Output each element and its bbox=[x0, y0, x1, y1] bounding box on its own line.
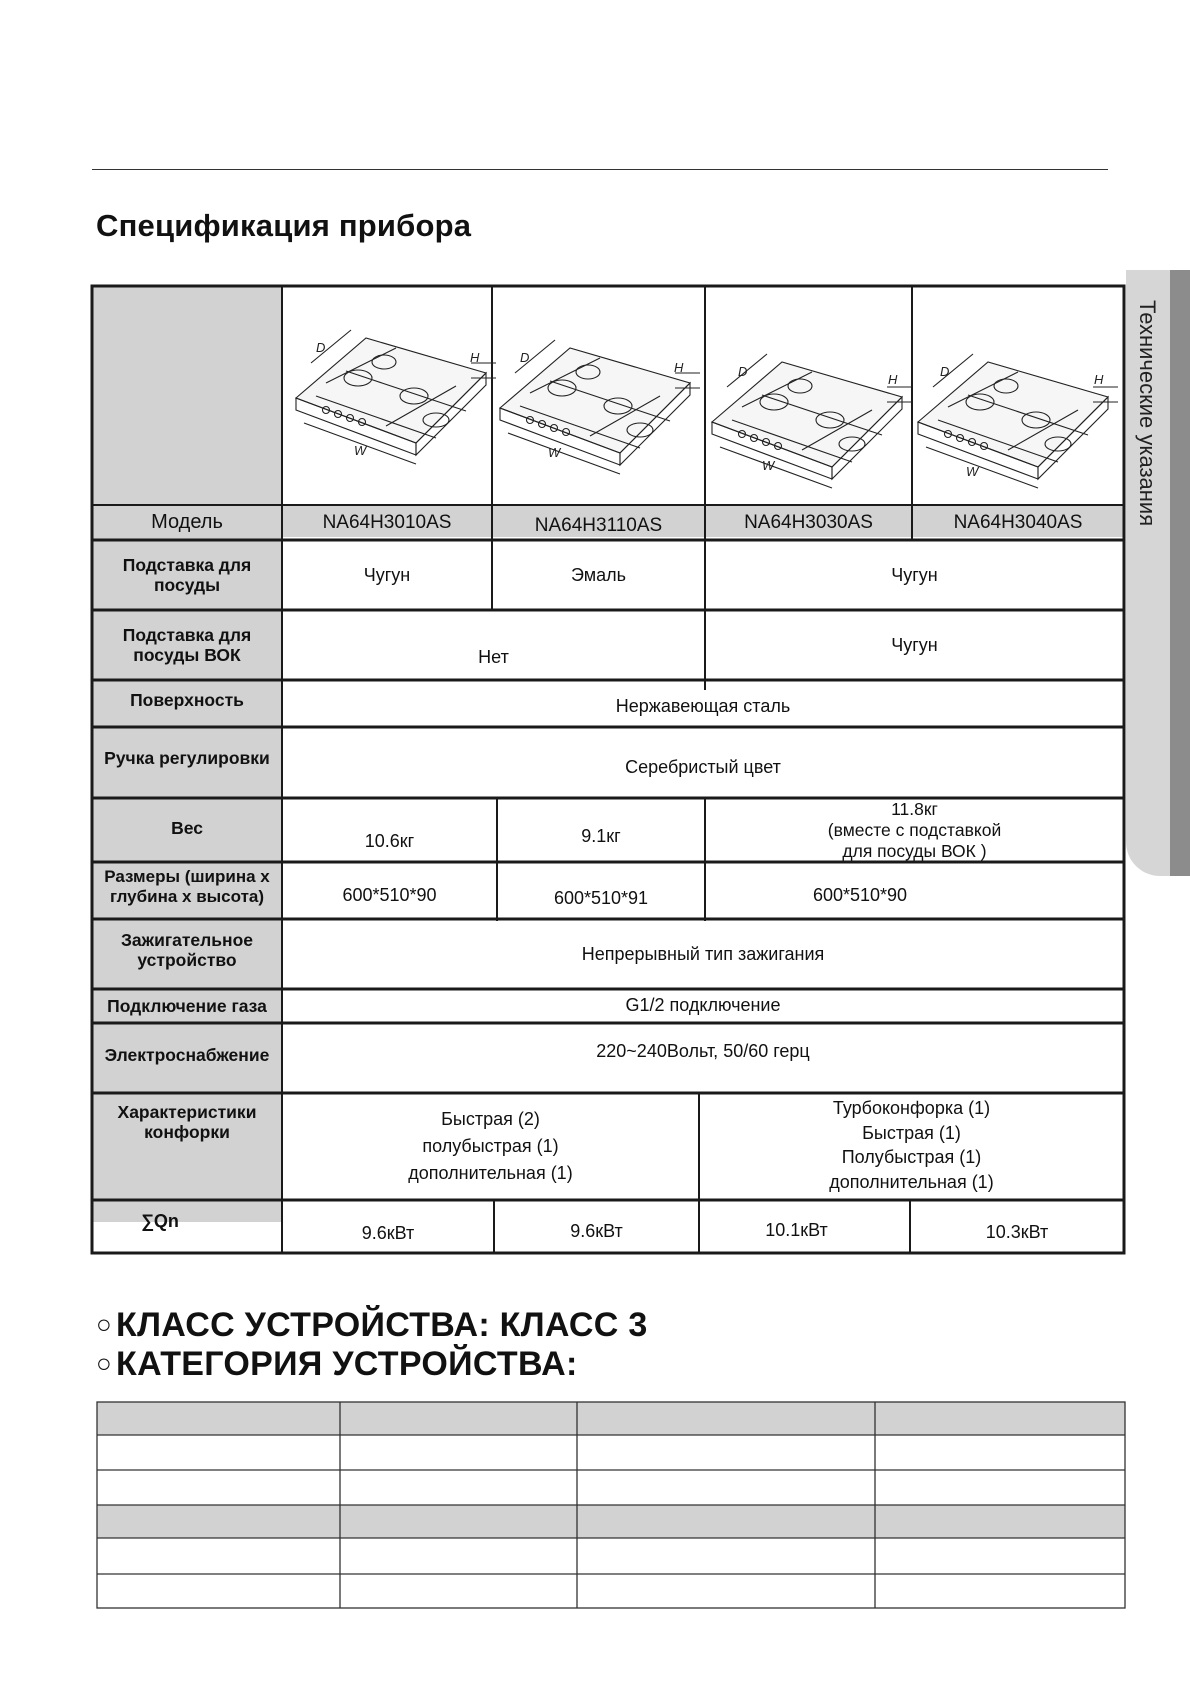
qn-2: 9.6кВт bbox=[570, 1220, 623, 1241]
model-3: NA64H3030AS bbox=[744, 512, 873, 533]
model-4: NA64H3040AS bbox=[953, 512, 1083, 533]
class-heading bbox=[96, 1306, 648, 1345]
model-1: NA64H3010AS bbox=[322, 512, 452, 533]
ignition-value: Непрерывный тип зажигания bbox=[581, 943, 825, 964]
row-label-model: Модель bbox=[151, 511, 223, 533]
class-heading-text: КЛАСС УСТРОЙСТВА: КЛАСС 3 bbox=[116, 1306, 648, 1344]
dim-label-h: H bbox=[888, 372, 898, 387]
qn-1: 9.6кВт bbox=[361, 1222, 415, 1243]
gas-value: G1/2 подключение bbox=[625, 994, 781, 1015]
grate-2: Эмаль bbox=[570, 564, 626, 585]
category-heading-text: КАТЕГОРИЯ УСТРОЙСТВА: bbox=[116, 1345, 578, 1383]
surface-value: Нержавеющая сталь bbox=[615, 695, 791, 716]
row-label-grate: Подставка для посуды bbox=[122, 555, 252, 595]
row-label-knob: Ручка регулировки bbox=[104, 747, 270, 768]
row-label-weight: Вес bbox=[171, 818, 203, 838]
weight-2: 9.1кг bbox=[581, 825, 621, 846]
row-label-qn: ∑Qn bbox=[141, 1211, 179, 1231]
dim-label-h: H bbox=[674, 360, 684, 375]
knob-value: Серебристый цвет bbox=[625, 757, 781, 777]
model-2: NA64H3110AS bbox=[534, 515, 663, 536]
dim-label-w: W bbox=[762, 458, 775, 473]
grate-3: Чугун bbox=[891, 564, 938, 585]
power-value: 220~240Вольт, 50/60 герц bbox=[596, 1040, 810, 1061]
dims-2: 600*510*91 bbox=[553, 887, 649, 908]
weight-1: 10.6кг bbox=[364, 830, 415, 851]
dim-label-w: W bbox=[548, 445, 561, 460]
row-label-power: Электроснабжение bbox=[104, 1045, 270, 1065]
dim-label-d: D bbox=[738, 364, 748, 379]
side-tab-label: Технические указания bbox=[1135, 300, 1160, 527]
wok-1: Нет bbox=[478, 646, 509, 667]
dim-label-w: W bbox=[354, 443, 367, 458]
weight-3: 11.8кг (вместе с подставкой для посуды ВОК ) bbox=[827, 798, 1002, 861]
burners-2: Турбоконфорка (1) Быстрая (1) Полубыстрая (1) дополнительная (1) bbox=[829, 1098, 994, 1192]
dim-label-h: H bbox=[1094, 372, 1104, 387]
hob-drawing-2 bbox=[500, 340, 700, 474]
dim-label-d: D bbox=[940, 364, 950, 379]
dims-1: 600*510*90 bbox=[342, 884, 437, 905]
bullet-circle-icon: ○ bbox=[96, 1309, 113, 1339]
dim-label-d: D bbox=[520, 350, 530, 365]
wok-2: Чугун bbox=[891, 634, 938, 655]
qn-4: 10.3кВт bbox=[985, 1221, 1049, 1242]
page-title: Спецификация прибора bbox=[96, 208, 472, 243]
row-label-dims: Размеры (ширина х глубина х высота) bbox=[104, 867, 270, 906]
hob-drawing-1 bbox=[296, 330, 496, 464]
row-label-burners: Характеристики конфорки bbox=[117, 1102, 257, 1142]
row-label-surface: Поверхность bbox=[130, 690, 244, 710]
dim-label-w: W bbox=[966, 464, 979, 479]
burners-1: Быстрая (2) полубыстрая (1) дополнительная (1) bbox=[408, 1108, 573, 1183]
dims-3: 600*510*90 bbox=[812, 884, 908, 905]
row-label-ignition: Зажигательное устройство bbox=[120, 930, 254, 970]
qn-3: 10.1кВт bbox=[765, 1219, 828, 1240]
row-label-gas: Подключение газа bbox=[107, 996, 267, 1016]
grate-1: Чугун bbox=[363, 564, 411, 585]
category-heading bbox=[96, 1345, 578, 1384]
bullet-circle-icon: ○ bbox=[96, 1348, 113, 1378]
row-label-wok: Подставка для посуды ВОК bbox=[122, 625, 252, 665]
dim-label-d: D bbox=[316, 340, 326, 355]
dim-label-h: H bbox=[470, 350, 480, 365]
